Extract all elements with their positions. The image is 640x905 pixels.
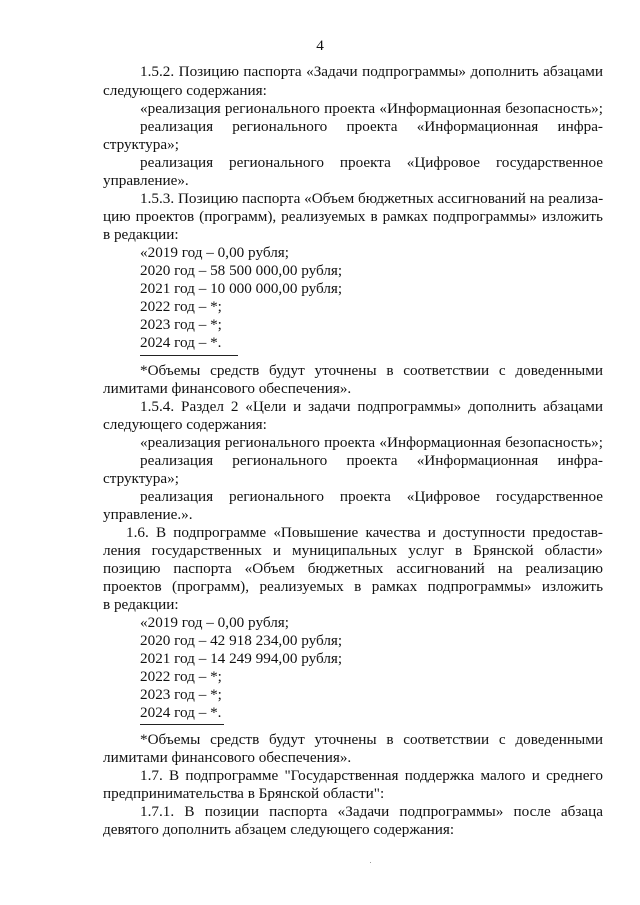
amount-line: 2023 год – *; [140,686,222,703]
paragraph-line: предпринимательства в Брянской области": [103,785,385,802]
paragraph-line: 1.7. В подпрограмме "Государственная поддержка малого и среднего [140,767,603,784]
paragraph-line: реализация регионального проекта «Информационная инфра- [140,452,603,469]
amount-line: 2024 год – *. [140,704,222,721]
paragraph-line: реализация регионального проекта «Цифровое государственное [140,488,603,505]
paragraph-line: «реализация регионального проекта «Информационная безопасность»; [140,434,603,451]
footnote-line: *Объемы средств будут уточнены в соответствии с доведенными [140,731,603,748]
amount-line: 2021 год – 14 249 994,00 рубля; [140,650,343,667]
footnote-rule [140,724,224,725]
paragraph-line: структура»; [103,470,179,487]
paragraph-line: реализация регионального проекта «Цифровое государственное [140,154,603,171]
amount-line: 2021 год – 10 000 000,00 рубля; [140,280,343,297]
paragraph-line: управление». [103,172,189,189]
scan-speck [370,862,371,863]
paragraph-line: позицию паспорта «Объем бюджетных ассигнований на реализацию [103,560,603,577]
paragraph-line: «реализация регионального проекта «Информационная безопасность»; [140,100,603,117]
paragraph-line: 1.5.4. Раздел 2 «Цели и задачи подпрограммы» дополнить абзацами [140,398,603,415]
amount-line: 2023 год – *; [140,316,222,333]
paragraph-line: управление.». [103,506,193,523]
footnote-line: лимитами финансового обеспечения». [103,749,352,766]
paragraph-line: проектов (программ), реализуемых в рамках подпрограммы» изложить [103,578,603,595]
footnote-line: лимитами финансового обеспечения». [103,380,352,397]
paragraph-line: в редакции: [103,596,179,613]
paragraph-line: реализация регионального проекта «Информационная инфра- [140,118,603,135]
page-number: 4 [316,37,324,54]
footnote-rule [140,355,238,356]
amount-line: 2020 год – 42 918 234,00 рубля; [140,632,343,649]
paragraph-line: цию проектов (программ), реализуемых в рамках подпрограммы» изложить [103,208,603,225]
amount-line: 2024 год – *. [140,334,222,351]
paragraph-line: структура»; [103,136,179,153]
amount-line: 2020 год – 58 500 000,00 рубля; [140,262,343,279]
footnote-line: *Объемы средств будут уточнены в соответствии с доведенными [140,362,603,379]
paragraph-line: следующего содержания: [103,82,267,99]
paragraph-line: следующего содержания: [103,416,267,433]
amount-line: 2022 год – *; [140,298,222,315]
paragraph-line: девятого дополнить абзацем следующего содержания: [103,821,455,838]
paragraph-line: 1.5.3. Позицию паспорта «Объем бюджетных ассигнований на реализа- [140,190,604,207]
amount-line: «2019 год – 0,00 рубля; [140,614,289,631]
paragraph-line: в редакции: [103,226,179,243]
paragraph-line: 1.6. В подпрограмме «Повышение качества и доступности предостав- [126,524,603,541]
amount-line: 2022 год – *; [140,668,222,685]
paragraph-line: 1.7.1. В позиции паспорта «Задачи подпрограммы» после абзаца [140,803,603,820]
amount-line: «2019 год – 0,00 рубля; [140,244,289,261]
paragraph-line: 1.5.2. Позицию паспорта «Задачи подпрограммы» дополнить абзацами [140,63,603,80]
paragraph-line: ления государственных и муниципальных услуг в Брянской области» [103,542,603,559]
